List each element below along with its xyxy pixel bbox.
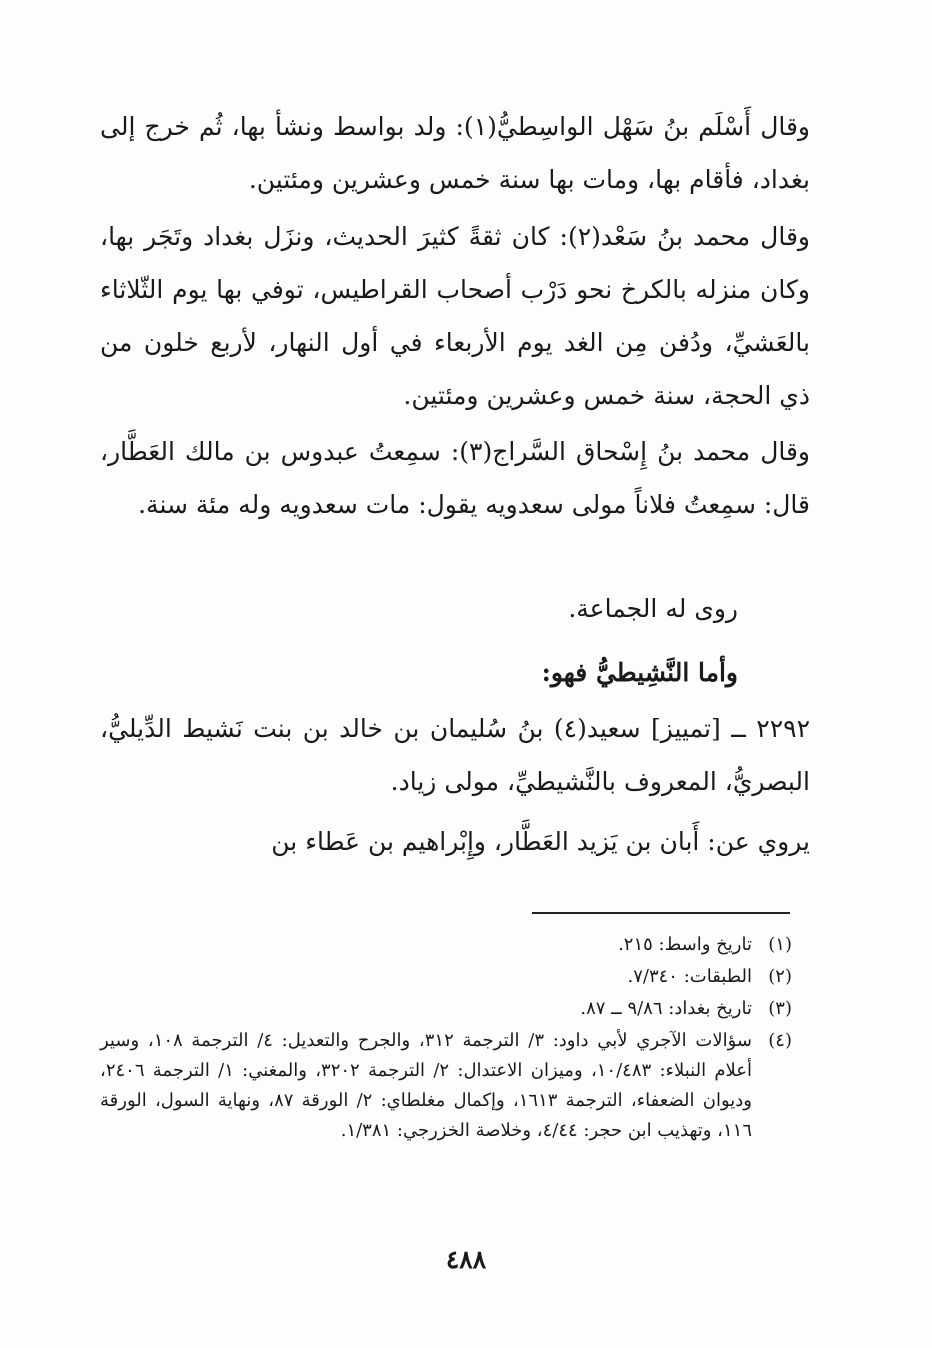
line-yarwi-an: يروي عن: أَبان بن يَزيد العَطَّار، وإِبْراهيم بن عَطاء بن (271, 827, 810, 856)
footnote-4 (100, 1026, 792, 1146)
footnote-separator (532, 912, 790, 914)
footnote-1 (100, 930, 792, 960)
line-rawa-lahu: روى له الجماعة. (568, 594, 738, 623)
footnote-text: تاريخ واسط: ٢١٥. (618, 934, 752, 955)
footnotes (100, 930, 792, 1148)
footnote-number: (٤) (768, 1030, 792, 1051)
footnote-number: (٣) (768, 998, 792, 1019)
footnote-text: سؤالات الآجري لأبي داود: ٣/ الترجمة ٣١٢، والجرح والتعديل: ٤/ الترجمة ١٠٨، وسير أعلام النبلاء: ١٠/٤٨٣، وميزان الاعتدال: ٢/ الترجمة ٣٢٠٢، والمغني: ١/ الترجمة ٢٤٠٦، وديوان الضعفاء، الترجمة ١٦١٣، وإكمال مغلطاي: ٢/ الورقة ٨٧، ونهاية السول، الورقة ١١٦، وتهذيب ابن حجر: ٤/٤٤، وخلاصة الخزرجي: ١/٣٨١. (100, 1030, 752, 1141)
paragraph-ibn-saad: وقال محمد بنُ سَعْد(٢): كان ثقةً كثيرَ الحديث، ونزَل بغداد وتَجَر بها، وكان منزله بالكرخ نحو دَرْب أصحاب القراطيس، توفي بها يوم الثّلاثاء بالعَشيِّ، ودُفن مِن الغد يوم الأربعاء في أول النهار، لأربع خلون من ذي الحجة، سنة خمس وعشرين ومئتين. (100, 222, 810, 410)
page-number: ٤٨٨ (445, 1245, 487, 1274)
entry-2292: ٢٢٩٢ ــ [تمييز] سعيد(٤) بنُ سُليمان بن خالد بن بنت نَشيط الدِّيليُّ، البصريُّ، المعروف بالنَّشيطيِّ، مولى زياد. (100, 714, 811, 796)
paragraph-aslam: وقال أَسْلَم بنُ سَهْل الواسِطيُّ(١): ولد بواسط ونشأ بها، ثُم خرج إلى بغداد، فأقام بها، ومات بها سنة خمس وعشرين ومئتين. (100, 112, 810, 194)
footnote-3 (100, 994, 792, 1024)
footnote-number: (١) (768, 934, 792, 955)
section-heading: وأما النَّشِيطيُّ فهو: (541, 658, 738, 687)
footnote-text: تاريخ بغداد: ٩/٨٦ ــ ٨٧. (580, 998, 752, 1019)
footnote-text: الطبقات: ٧/٣٤٠. (627, 966, 752, 987)
paragraph-sarraj: وقال محمد بنُ إِسْحاق السَّراج(٣): سمِعتُ عبدوس بن مالك العَطَّار، قال: سمِعتُ فلاناً مولى سعدويه يقول: مات سعدويه وله مئة سنة. (100, 437, 811, 519)
footnote-number: (٢) (768, 966, 792, 987)
footnote-2 (100, 962, 792, 992)
